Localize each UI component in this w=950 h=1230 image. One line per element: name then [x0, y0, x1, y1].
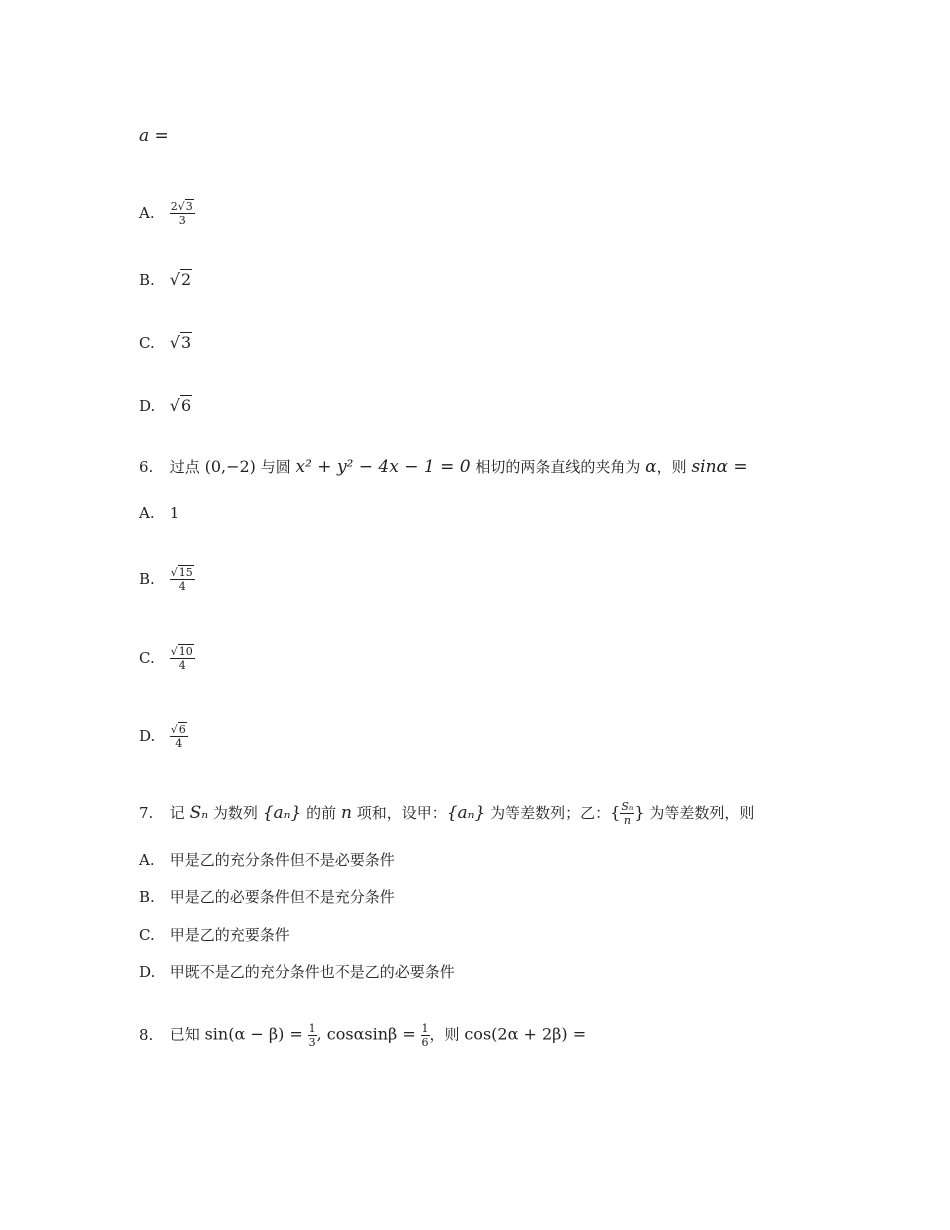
q7-option-d[interactable]: [139, 962, 455, 982]
sqrt-expression: √3: [169, 333, 192, 352]
q7-option-b[interactable]: [139, 887, 395, 907]
fraction: $\frac{√6}{4}$: [170, 723, 186, 750]
option-label: C.: [139, 926, 155, 944]
option-text: 甲是乙的必要条件但不是充分条件: [169, 888, 395, 906]
q5-option-d[interactable]: [139, 396, 192, 416]
option-label: A.: [139, 851, 155, 869]
q6-option-b[interactable]: [139, 566, 195, 593]
option-label: A.: [139, 504, 155, 522]
option-label: B.: [139, 271, 155, 289]
option-text: 1: [169, 504, 180, 522]
q8-stem: 8. 已知 sin(α − β) = $\frac{1}{3}$ , cosαsinβ = $\frac{1}{6}$ ，则 cos(2α + 2β) =: [139, 1022, 587, 1049]
sqrt-expression: √2: [169, 270, 192, 289]
q5-stem-end: [139, 126, 169, 146]
option-label: D.: [139, 397, 156, 415]
option-label: B.: [139, 569, 155, 588]
option-label: B.: [139, 888, 155, 906]
q6-option-a[interactable]: [139, 503, 179, 523]
fraction: $\frac{2√3}{3}$: [170, 200, 193, 227]
question-number: 7.: [139, 804, 154, 822]
option-label: C.: [139, 334, 155, 352]
q5-stem-math: a =: [139, 126, 169, 146]
option-label: C.: [139, 648, 155, 667]
q6-option-d[interactable]: [139, 723, 188, 750]
q5-option-c[interactable]: [139, 333, 192, 353]
fraction: $\frac{1}{3}$: [308, 1022, 316, 1049]
fraction: $\frac{√15}{4}$: [170, 566, 193, 593]
option-label: A.: [139, 203, 155, 222]
q7-option-c[interactable]: [139, 925, 290, 945]
q7-stem: 7. 记 Sₙ 为数列 {aₙ} 的前 n 项和，设甲：{aₙ} 为等差数列；乙：{ $\frac{\text{Sₙ}}{n}$ } 为等差数列，则: [139, 800, 755, 827]
q5-option-b[interactable]: [139, 270, 192, 290]
q7-option-a[interactable]: [139, 850, 395, 870]
sqrt-expression: √6: [169, 396, 192, 415]
question-number: 6.: [139, 458, 154, 476]
question-number: 8.: [139, 1025, 154, 1044]
q6-option-c[interactable]: [139, 645, 195, 672]
option-text: 甲既不是乙的充分条件也不是乙的必要条件: [169, 963, 455, 981]
option-text: 甲是乙的充要条件: [169, 926, 290, 944]
option-label: D.: [139, 726, 156, 745]
q5-option-a[interactable]: [139, 200, 195, 227]
braced-fraction: { $\frac{\text{Sₙ}}{n}$ }: [610, 800, 645, 827]
fraction: $\frac{√10}{4}$: [170, 645, 193, 672]
option-text: 甲是乙的充分条件但不是必要条件: [169, 851, 395, 869]
option-label: D.: [139, 963, 156, 981]
fraction: $\frac{1}{6}$: [421, 1022, 429, 1049]
q6-stem: 6. 过点 (0,−2) 与圆 x² + y² − 4x − 1 = 0 相切的两条直线的夹角为 α，则 sinα =: [139, 457, 748, 477]
circle-equation: x² + y² − 4x − 1 = 0: [295, 457, 471, 477]
point-math: (0,−2): [204, 457, 256, 476]
